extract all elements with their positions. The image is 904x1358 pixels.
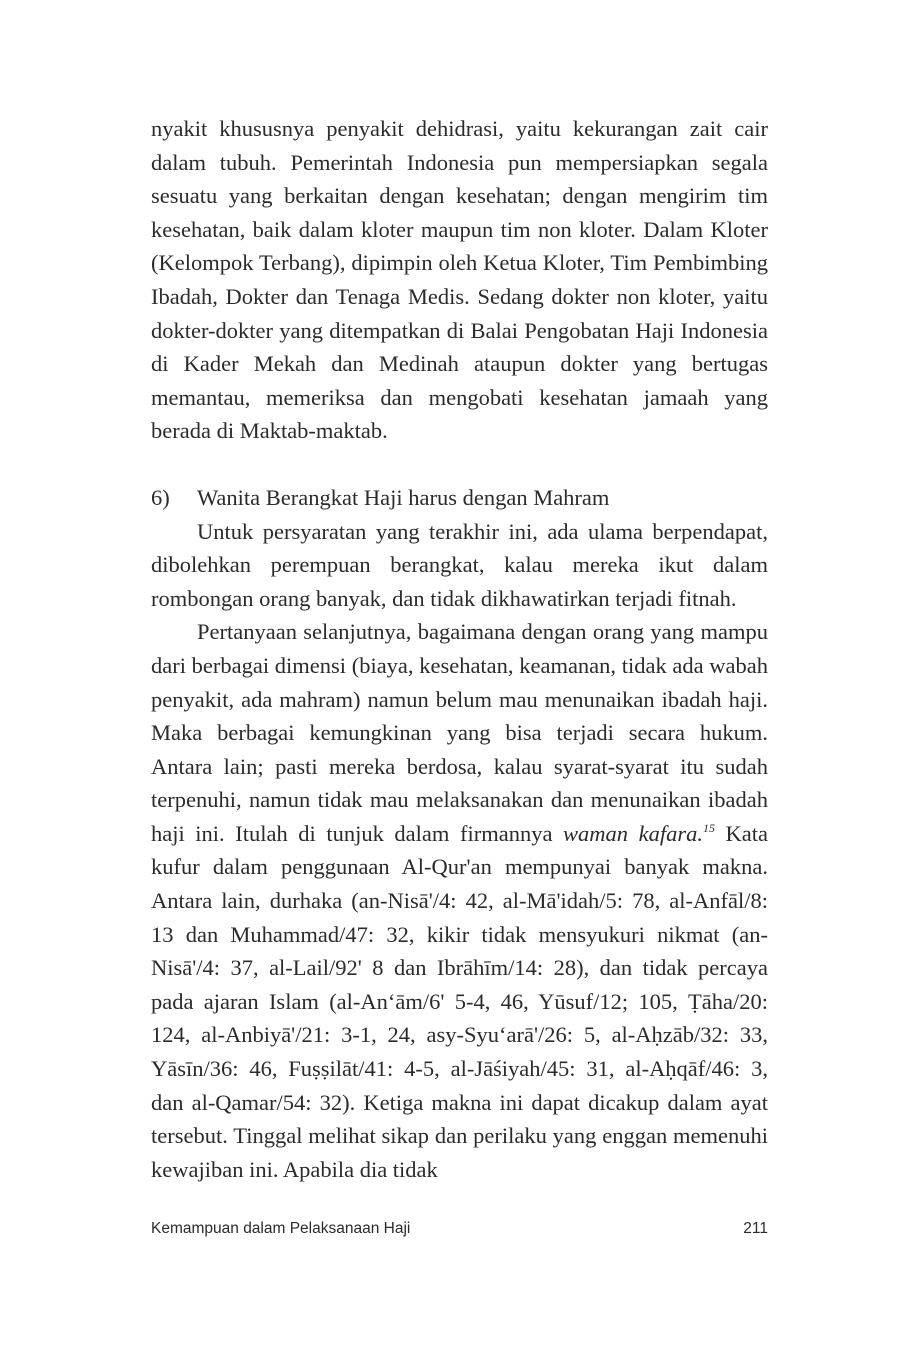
footnote-marker: 15: [702, 820, 715, 835]
paragraph-kufur-part2: Kata kufur dalam penggunaan Al-Qur'an mempunyai banyak makna. Antara lain, durhaka (an-Nisā'/4: 42, al-Mā'idah/5: 78, al-Anfāl/8: 13 dan Muhammad/47: 32, kikir tidak mensyukuri nikmat (an-Nisā'/4: 37, al-Lail/92' 8 dan Ibrāhīm/14: 28), dan tidak percaya pada ajaran Islam (al-An‘ām/6' 5-4, 46, Yūsuf/12; 105, Ṭāha/20: 124, al-Anbiyā'/21: 3-1, 24, asy-Syu‘arā'/26: 5, al-Aḥzāb/32: 33, Yāsīn/36: 46, Fuṣṣilāt/41: 4-5, al-Jāśiyah/45: 31, al-Aḥqāf/46: 3, dan al-Qamar/54: 32). Ketiga makna ini dapat dicakup dalam ayat tersebut. Tinggal melihat sikap dan perilaku yang enggan memenuhi kewajiban ini. Apabila dia tidak: [151, 820, 769, 1182]
running-title: Kemampuan dalam Pelaksanaan Haji: [151, 1220, 411, 1237]
paragraph-medical-team: nyakit khususnya penyakit dehidrasi, yaitu kekurangan zait cair dalam tubuh. Pemerintah Indonesia pun mempersiapkan segala sesuatu yang berkaitan dengan kesehatan; dengan mengirim tim kesehatan, baik dalam kloter maupun tim non kloter. Dalam Kloter (Kelompok Terbang), dipimpin oleh Ketua Kloter, Tim Pembimbing Ibadah, Dokter dan Tenaga Medis. Sedang dokter non kloter, yaitu dokter-dokter yang ditempatkan di Balai Pengobatan Haji Indonesia di Kader Mekah dan Medinah ataupun dokter yang bertugas memantau, memeriksa dan mengobati kesehatan jamaah yang berada di Maktab-maktab.: [151, 116, 768, 444]
paragraph-kufur-part1: Pertanyaan selanjutnya, bagaimana dengan orang yang mampu dari berbagai dimensi (biaya, kesehatan, keamanan, tidak ada wabah penyakit, ada mahram) namun belum mau menunaikan ibadah haji. Maka berbagai kemungkinan yang bisa terjadi secara hukum. Antara lain; pasti mereka berdosa, kalau syarat-syarat itu sudah terpenuhi, namun tidak mau melaksanakan dan menunaikan ibadah haji ini. Itulah di tunjuk dalam firmannya: [151, 619, 768, 846]
page-number: 211: [743, 1220, 768, 1237]
body-text: [151, 112, 768, 1186]
heading-text: Wanita Berangkat Haji harus dengan Mahram: [197, 484, 610, 510]
heading-number: 6): [151, 484, 170, 510]
paragraph-mahram: Untuk persyaratan yang terakhir ini, ada ulama berpendapat, dibolehkan perempuan berangkat, kalau mereka ikut dalam rombongan orang banyak, dan tidak dikhawatirkan terjadi fitnah.: [151, 518, 768, 611]
page-footer: [151, 1220, 768, 1238]
paragraph-kufur: [151, 615, 768, 1186]
section-gap: [151, 448, 768, 481]
quran-phrase: waman kafara.: [563, 820, 703, 846]
section-heading: [151, 481, 768, 515]
